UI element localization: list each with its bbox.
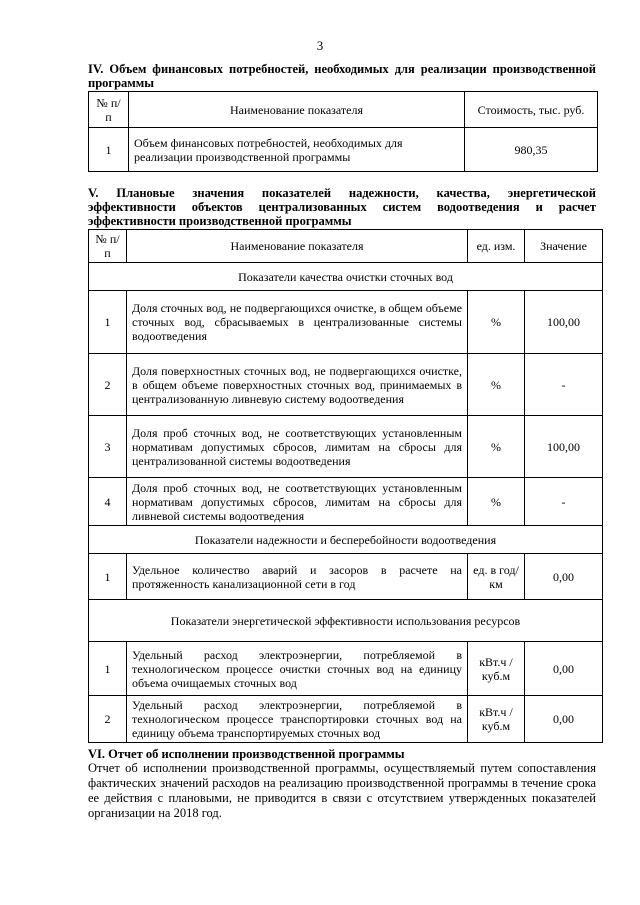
table-row (89, 128, 598, 172)
table-header-row (89, 92, 598, 128)
table-row (89, 478, 603, 526)
row-value: 100,00 (525, 291, 603, 354)
group-title-row (89, 526, 603, 554)
section-6-heading: VI. Отчет об исполнении производственной программы (88, 747, 405, 761)
table-row (89, 642, 603, 696)
indicators-table (88, 229, 603, 743)
row-indicator: Удельный расход электроэнергии, потребляемой в технологическом процессе транспортировки сточных вод на единицу объема транспортируемых сточных вод (127, 696, 468, 743)
row-number: 3 (89, 416, 127, 478)
section-5-heading: V. Плановые значения показателей надежности, качества, энергетической эффективности объектов централизованных систем водоотведения и расчет эффективности производственной программы (88, 186, 596, 228)
group-title-row (89, 263, 603, 291)
table-row (89, 696, 603, 743)
table-row (89, 354, 603, 416)
row-indicator: Доля проб сточных вод, не соответствующих установленным нормативам допустимых сбросов, лимитам на сбросы для централизованной системы водоотведения (127, 416, 468, 478)
col-header-unit: ед. изм. (468, 230, 525, 263)
row-unit: % (468, 354, 525, 416)
col-header-number: № п/п (89, 92, 129, 128)
row-number: 2 (89, 696, 127, 743)
row-number: 1 (89, 128, 129, 172)
row-value: - (525, 354, 603, 416)
table-row (89, 291, 603, 354)
table-row (89, 554, 603, 600)
row-indicator: Объем финансовых потребностей, необходимых для реализации производственной программы (129, 128, 465, 172)
row-value: 100,00 (525, 416, 603, 478)
group-title-reliability: Показатели надежности и бесперебойности водоотведения (89, 526, 603, 554)
col-header-value: Значение (525, 230, 603, 263)
table-row (89, 416, 603, 478)
col-header-indicator: Наименование показателя (129, 92, 465, 128)
group-title-row (89, 600, 603, 642)
row-cost: 980,35 (465, 128, 598, 172)
row-value: 0,00 (525, 642, 603, 696)
row-number: 2 (89, 354, 127, 416)
financial-needs-table (88, 91, 598, 172)
group-title-energy: Показатели энергетической эффективности использования ресурсов (89, 600, 603, 642)
table-header-row (89, 230, 603, 263)
row-unit: % (468, 291, 525, 354)
col-header-indicator: Наименование показателя (127, 230, 468, 263)
row-value: 0,00 (525, 554, 603, 600)
row-number: 1 (89, 642, 127, 696)
row-unit: % (468, 478, 525, 526)
row-value: 0,00 (525, 696, 603, 743)
row-indicator: Доля проб сточных вод, не соответствующих установленным нормативам допустимых сбросов, лимитам на сбросы для ливневой системы водоотведения (127, 478, 468, 526)
row-number: 1 (89, 291, 127, 354)
row-indicator: Удельное количество аварий и засоров в расчете на протяженность канализационной сети в год (127, 554, 468, 600)
row-unit: кВт.ч / куб.м (468, 642, 525, 696)
row-number: 4 (89, 478, 127, 526)
col-header-number: № п/п (89, 230, 127, 263)
section-4-heading: IV. Объем финансовых потребностей, необходимых для реализации производственной программы (88, 62, 596, 90)
row-unit: ед. в год/ км (468, 554, 525, 600)
row-value: - (525, 478, 603, 526)
group-title-quality: Показатели качества очистки сточных вод (89, 263, 603, 291)
row-indicator: Доля сточных вод, не подвергающихся очистке, в общем объеме сточных вод, сбрасываемых в централизованные системы водоотведения (127, 291, 468, 354)
page-number: 3 (316, 38, 324, 53)
row-indicator: Доля поверхностных сточных вод, не подвергающихся очистке, в общем объеме поверхностных сточных вод, принимаемых в централизованную ливневую систему водоотведения (127, 354, 468, 416)
section-6-text: Отчет об исполнении производственной программы, осуществляемый путем сопоставления фактических значений расходов на реализацию производственной программы в течение срока ее действия с плановыми, не приводится в связи с отсутствием утвержденных показателей организации на 2018 год. (88, 761, 596, 820)
row-number: 1 (89, 554, 127, 600)
row-unit: кВт.ч / куб.м (468, 696, 525, 743)
col-header-cost: Стоимость, тыс. руб. (465, 92, 598, 128)
row-indicator: Удельный расход электроэнергии, потребляемой в технологическом процессе очистки сточных вод на единицу объема очищаемых сточных вод (127, 642, 468, 696)
row-unit: % (468, 416, 525, 478)
